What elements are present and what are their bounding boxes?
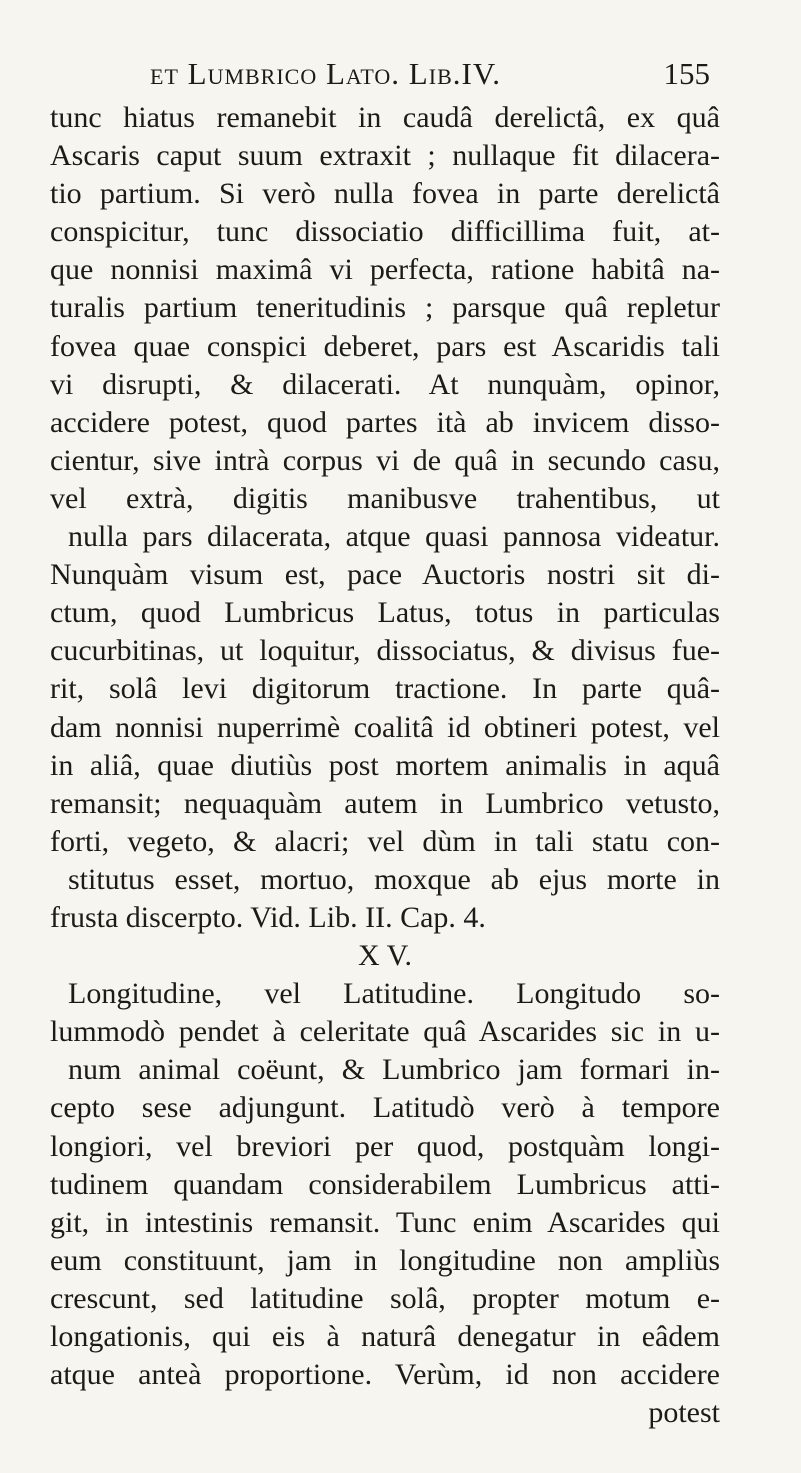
text-line: in aliâ, quae diutiùs post mortem animalis in aquâ [50, 748, 720, 782]
text-line: frusta discerpto. Vid. Lib. II. Cap. 4. [50, 900, 486, 934]
catchword: potest [648, 1396, 720, 1430]
page-number: 155 [663, 56, 710, 91]
text-line: lummodò pendet à celeritate quâ Ascarides sic in u- [50, 1015, 720, 1049]
text-line: atque anteà proportione. Verùm, id non accidere [50, 1358, 720, 1392]
text-line: remansit; nequaquàm autem in Lumbrico vetusto, [50, 786, 720, 820]
text-line: forti, vegeto, & alacri; vel dùm in tali statu con- [50, 824, 720, 858]
text-line: stitutus esset, mortuo, moxque ab ejus morte in [68, 862, 720, 896]
text-line: crescunt, sed latitudine solâ, propter motum e- [50, 1281, 720, 1315]
text-line: que nonnisi maximâ vi perfecta, ratione habitâ na- [50, 253, 720, 287]
text-line: vi disrupti, & dilacerati. At nunquàm, opinor, [50, 367, 720, 401]
text-line: tunc hiatus remanebit in caudâ derelictâ, ex quâ [50, 101, 720, 134]
text-line: tio partium. Si verò nulla fovea in parte derelictâ [50, 177, 720, 211]
text-line: Longitudine, vel Latitudine. Longitudo so- [68, 977, 720, 1011]
text-line: fovea quae conspici deberet, pars est Ascaridis tali [50, 329, 720, 363]
text-line: vel extrà, digitis manibusve trahentibus, ut [50, 481, 720, 515]
section-number: X V. [358, 939, 412, 973]
text-line: tudinem quandam considerabilem Lumbricus atti- [50, 1167, 720, 1201]
text-line: cientur, sive intrà corpus vi de quâ in secundo casu, [50, 443, 720, 477]
text-line: cucurbitinas, ut loquitur, dissociatus, & divisus fue- [50, 634, 720, 668]
text-line: git, in intestinis remansit. Tunc enim Ascarides qui [50, 1205, 720, 1239]
page-header [150, 56, 710, 96]
text-line: longiori, vel breviori per quod, postquàm longi- [50, 1129, 720, 1163]
text-line: ctum, quod Lumbricus Latus, totus in particulas [50, 596, 720, 630]
text-line: nulla pars dilacerata, atque quasi pannosa videatur. [68, 520, 720, 554]
text-line: Nunquàm visum est, pace Auctoris nostri sit di- [50, 558, 720, 592]
text-line: turalis partium teneritudinis ; parsque quâ repletur [50, 291, 720, 325]
text-line: cepto sese adjungunt. Latitudò verò à tempore [50, 1091, 720, 1125]
text-line: num animal coëunt, & Lumbrico jam formari in- [68, 1053, 720, 1087]
text-line: dam nonnisi nuperrimè coalitâ id obtineri potest, vel [50, 710, 720, 744]
text-line: conspicitur, tunc dissociatio difficillima fuit, at- [50, 215, 720, 249]
text-line: Ascaris caput suum extraxit ; nullaque fit dilacera- [50, 139, 720, 173]
text-line: eum constituunt, jam in longitudine non ampliùs [50, 1243, 720, 1277]
text-line: rit, solâ levi digitorum tractione. In parte quâ- [50, 672, 720, 706]
running-head: et Lumbrico Lato. Lib.IV. [150, 56, 501, 91]
body-text [50, 99, 720, 1432]
text-line: accidere potest, quod partes ità ab invicem disso- [50, 405, 720, 439]
text-line: longationis, qui eis à naturâ denegatur in eâdem [50, 1320, 720, 1353]
